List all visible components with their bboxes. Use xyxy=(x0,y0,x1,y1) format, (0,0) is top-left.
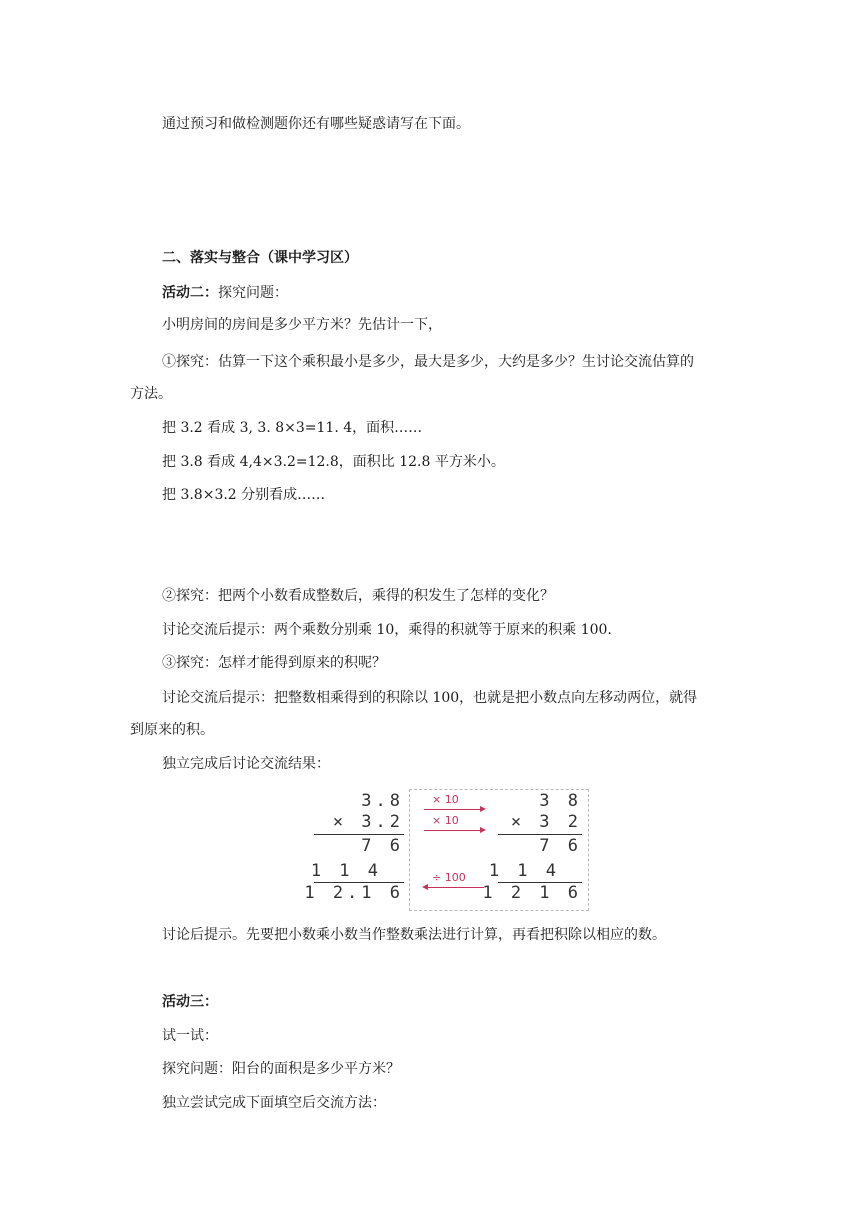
decimal-partial-1: 7 6 xyxy=(361,836,404,856)
divide100-arrow xyxy=(424,871,484,888)
decimal-partial-2: 1 1 4 xyxy=(310,861,382,881)
activity2-line xyxy=(162,283,288,303)
explore1-line-b: 方法。 xyxy=(130,386,172,402)
times10-arrow-2 xyxy=(424,814,484,831)
question2-text: 探究问题：阳台的面积是多少平方米？ xyxy=(162,1061,400,1077)
integer-partial-1: 7 6 xyxy=(539,836,582,856)
decimal-factor-1: 3.8 xyxy=(361,791,404,811)
decimal-factor-2: × 3.2 xyxy=(332,812,404,832)
intro-text: 通过预习和做检测题你还有哪些疑惑请写在下面。 xyxy=(162,116,470,132)
integer-product: 1 2 1 6 xyxy=(482,883,582,903)
activity2-text: 探究问题： xyxy=(218,285,288,301)
explore3-text: ③探究：怎样才能得到原来的积呢？ xyxy=(162,655,386,671)
multiplication-figure xyxy=(304,790,592,910)
right-arrow-icon xyxy=(424,809,484,810)
hint2-line-b: 到原来的积。 xyxy=(130,722,214,738)
estimate-line-3: 把 3.8×3.2 分别看成…… xyxy=(162,487,326,503)
integer-factor-2: × 3 2 xyxy=(510,812,582,832)
estimate-line-1: 把 3.2 看成 3, 3. 8×3=11. 4，面积…… xyxy=(162,420,423,436)
fill-text: 独立尝试完成下面填空后交流方法： xyxy=(162,1095,386,1111)
times10-label-1: × 10 xyxy=(432,793,459,806)
explore1-line-a: ①探究：估算一下这个乘积最小是多少，最大是多少，大约是多少？生讨论交流估算的 xyxy=(162,354,694,370)
integer-partial-2: 1 1 4 xyxy=(488,861,560,881)
divide100-label: ÷ 100 xyxy=(432,871,466,884)
activity3-heading: 活动三： xyxy=(162,994,218,1010)
independent-text: 独立完成后讨论交流结果： xyxy=(162,756,330,772)
after-hint-text: 讨论后提示。先要把小数乘小数当作整数乘法进行计算，再看把积除以相应的数。 xyxy=(162,927,666,943)
right-arrow-icon xyxy=(424,830,484,831)
hint1-text: 讨论交流后提示：两个乘数分别乘 10，乘得的积就等于原来的积乘 100. xyxy=(162,622,612,638)
activity2-label: 活动二： xyxy=(162,285,218,301)
section-heading: 二、落实与整合（课中学习区） xyxy=(162,250,358,266)
hint2-line-a: 讨论交流后提示：把整数相乘得到的积除以 100，也就是把小数点向左移动两位，就得 xyxy=(162,690,698,706)
explore2-text: ②探究：把两个小数看成整数后，乘得的积发生了怎样的变化？ xyxy=(162,588,554,604)
left-arrow-icon xyxy=(424,887,484,888)
estimate-line-2: 把 3.8 看成 4,4×3.2=12.8，面积比 12.8 平方米小。 xyxy=(162,454,505,470)
integer-multiplication xyxy=(482,790,582,910)
times10-arrow-1 xyxy=(424,793,484,810)
try-text: 试一试： xyxy=(162,1028,218,1044)
times10-label-2: × 10 xyxy=(432,814,459,827)
integer-factor-1: 3 8 xyxy=(539,791,582,811)
decimal-product: 1 2.1 6 xyxy=(304,883,404,903)
question-text: 小明房间的房间是多少平方米？先估计一下， xyxy=(162,317,442,333)
decimal-multiplication xyxy=(304,790,404,910)
